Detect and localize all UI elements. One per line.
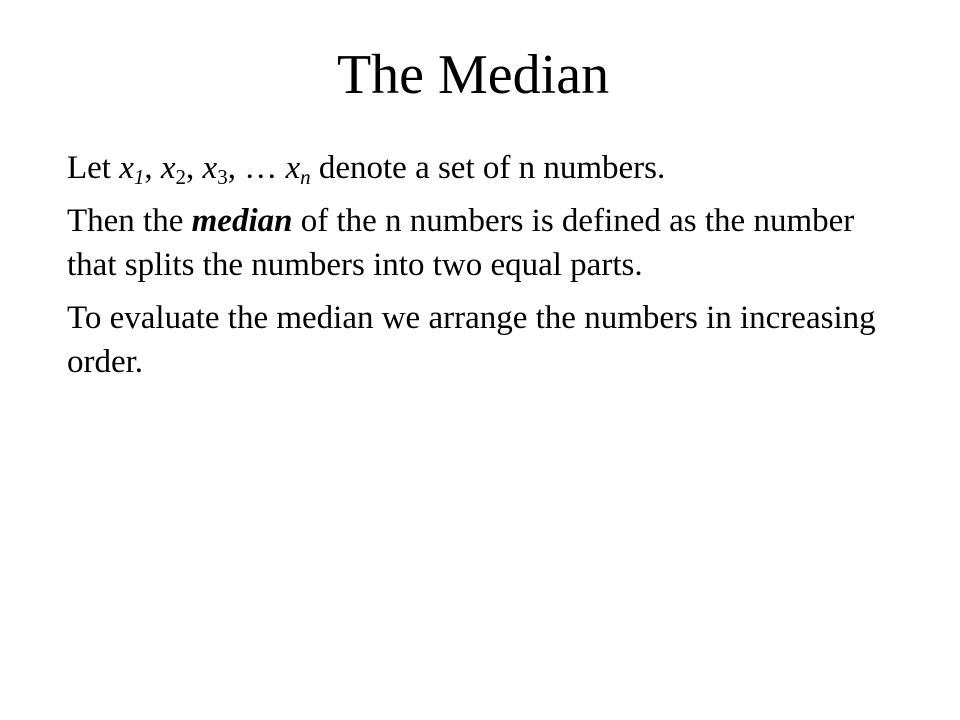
ellipsis: … [244,150,278,186]
definition-line [67,146,887,190]
slide-title: The Median [336,44,610,106]
sub-3: 3 [217,165,228,189]
sep-2: , [186,150,203,186]
line1-prefix: Let [67,150,120,186]
line1-suffix: denote a set of n numbers. [310,150,666,186]
sub-2: 2 [175,165,187,189]
var-xn: x [285,150,301,186]
sep-3: , [227,150,245,186]
sub-n: n [300,165,311,189]
sep-1: , [144,150,161,186]
evaluation-instruction: To evaluate the median we arrange the numbers in increasing order. [67,300,876,380]
line2-after: of the n numbers is defined as the number that splits the numbers into two equal parts. [67,203,855,283]
sub-1: 1 [133,165,145,189]
var-x1: x [119,150,134,186]
slide-body [67,146,887,393]
line2-before: Then the [67,203,192,239]
var-x3: x [202,150,218,186]
median-term: median [191,203,293,239]
median-definition [67,199,887,287]
var-x2: x [160,150,176,186]
